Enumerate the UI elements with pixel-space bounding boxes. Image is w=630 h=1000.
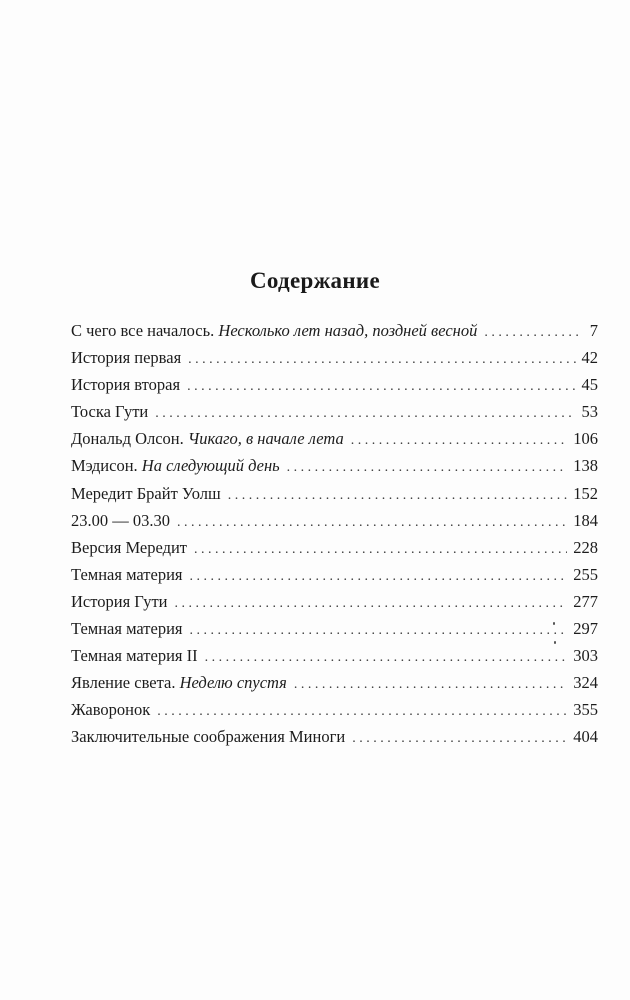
toc-entry (71, 371, 598, 398)
toc-leader-dots (174, 590, 567, 617)
toc-leader-dots (190, 617, 568, 644)
toc-entry-title-text: Мэдисон. (71, 456, 142, 476)
toc-list (71, 317, 598, 751)
toc-entry-page-number: 42 (581, 348, 598, 368)
toc-entry (71, 696, 598, 723)
toc-entry-page-number: 45 (581, 375, 598, 395)
toc-entry-title (71, 696, 150, 723)
toc-entry-title-text: Заключительные соображения Миноги (71, 727, 346, 747)
toc-entry-title (71, 452, 280, 479)
toc-entry (71, 480, 598, 507)
toc-entry-title-text: Дональд Олсон. (71, 429, 188, 449)
toc-entry-page-number: 7 (589, 321, 598, 340)
toc-entry (71, 507, 598, 534)
toc-entry-title (71, 534, 187, 561)
toc-leader-dots (177, 509, 567, 536)
toc-entry-page-number: 152 (573, 483, 598, 503)
toc-entry-page-number: 106 (573, 429, 598, 449)
toc-entry (71, 642, 598, 669)
toc-entry (71, 669, 598, 696)
toc-leader-dots (205, 644, 568, 671)
toc-entry-title-text: История Гути (71, 591, 168, 611)
toc-entry-page-number: 184 (573, 510, 598, 530)
toc-entry-subtitle: Неделю спустя (179, 673, 287, 693)
toc-heading: Содержание (250, 268, 380, 293)
toc-entry-page-number: 228 (573, 537, 598, 557)
toc-entry-title (71, 588, 167, 615)
toc-leader-dots (351, 427, 567, 454)
toc-leader-dots (352, 725, 567, 752)
toc-entry-title-text: Тоска Гути (71, 402, 149, 422)
toc-entry-title-text: Мередит Брайт Уолш (71, 483, 221, 503)
toc-entry-title-text: Явление света. (71, 673, 180, 693)
toc-entry-title (71, 561, 183, 588)
toc-entry (71, 588, 598, 615)
toc-entry-page-number: 404 (573, 727, 598, 747)
toc-entry-page-number: 303 (573, 646, 598, 666)
toc-leader-dots (194, 536, 567, 563)
toc-entry (71, 615, 598, 642)
toc-leader-dots (190, 563, 568, 590)
toc-entry-title (71, 371, 180, 398)
toc-entry-subtitle: Чикаго, в начале лета (187, 429, 344, 449)
toc-entry-title-text: Темная материя II (71, 646, 198, 666)
toc-entry (71, 317, 598, 344)
toc-entry-title (71, 723, 345, 750)
toc-entry-title-text: 23.00 — 03.30 (71, 510, 170, 530)
toc-entry-page-number: 277 (573, 591, 598, 611)
toc-entry-title-text: История первая (71, 348, 182, 368)
toc-entry-title (71, 507, 170, 534)
toc-entry-page-number: 53 (581, 402, 598, 422)
toc-leader-dots (187, 373, 575, 400)
toc-entry-title (71, 615, 183, 642)
toc-leader-dots (294, 671, 567, 698)
toc-entry-title (71, 344, 181, 371)
toc-entry (71, 452, 598, 479)
toc-entry-title-text: Жаворонок (71, 700, 151, 720)
toc-leader-dots (155, 400, 575, 427)
toc-entry-subtitle: На следующий день (141, 456, 280, 476)
toc-leader-dots (228, 482, 568, 509)
toc-leader-dots (157, 698, 567, 725)
toc-entry (71, 425, 598, 452)
toc-entry-title-text: История вторая (71, 375, 181, 395)
toc-entry (71, 534, 598, 561)
toc-entry (71, 398, 598, 425)
toc-entry-page-number: 255 (573, 564, 598, 584)
toc-leader-dots (484, 319, 582, 346)
toc-entry-title (71, 398, 148, 425)
toc-leader-dots (188, 346, 575, 373)
toc-entry (71, 344, 598, 371)
toc-entry (71, 561, 598, 588)
toc-entry-page-number: 355 (573, 700, 598, 720)
toc-entry-title (71, 642, 198, 669)
toc-entry-title-text: С чего все началось. (71, 321, 219, 340)
toc-entry-subtitle: Несколько лет назад, поздней весной (218, 321, 478, 340)
print-speck (554, 641, 556, 644)
toc-entry (71, 723, 598, 750)
toc-entry-title (71, 480, 221, 507)
toc-leader-dots (287, 454, 568, 481)
toc-entry-page-number: 324 (573, 673, 598, 693)
toc-entry-title (71, 425, 344, 452)
print-speck (553, 622, 555, 625)
toc-entry-page-number: 138 (573, 456, 598, 476)
toc-entry-title-text: Версия Мередит (71, 537, 188, 557)
toc-entry-page-number: 297 (573, 619, 598, 639)
toc-entry-title (71, 669, 287, 696)
toc-entry-title-text: Темная материя (71, 564, 183, 584)
toc-entry-title (71, 317, 477, 344)
toc-entry-title-text: Темная материя (71, 619, 183, 639)
